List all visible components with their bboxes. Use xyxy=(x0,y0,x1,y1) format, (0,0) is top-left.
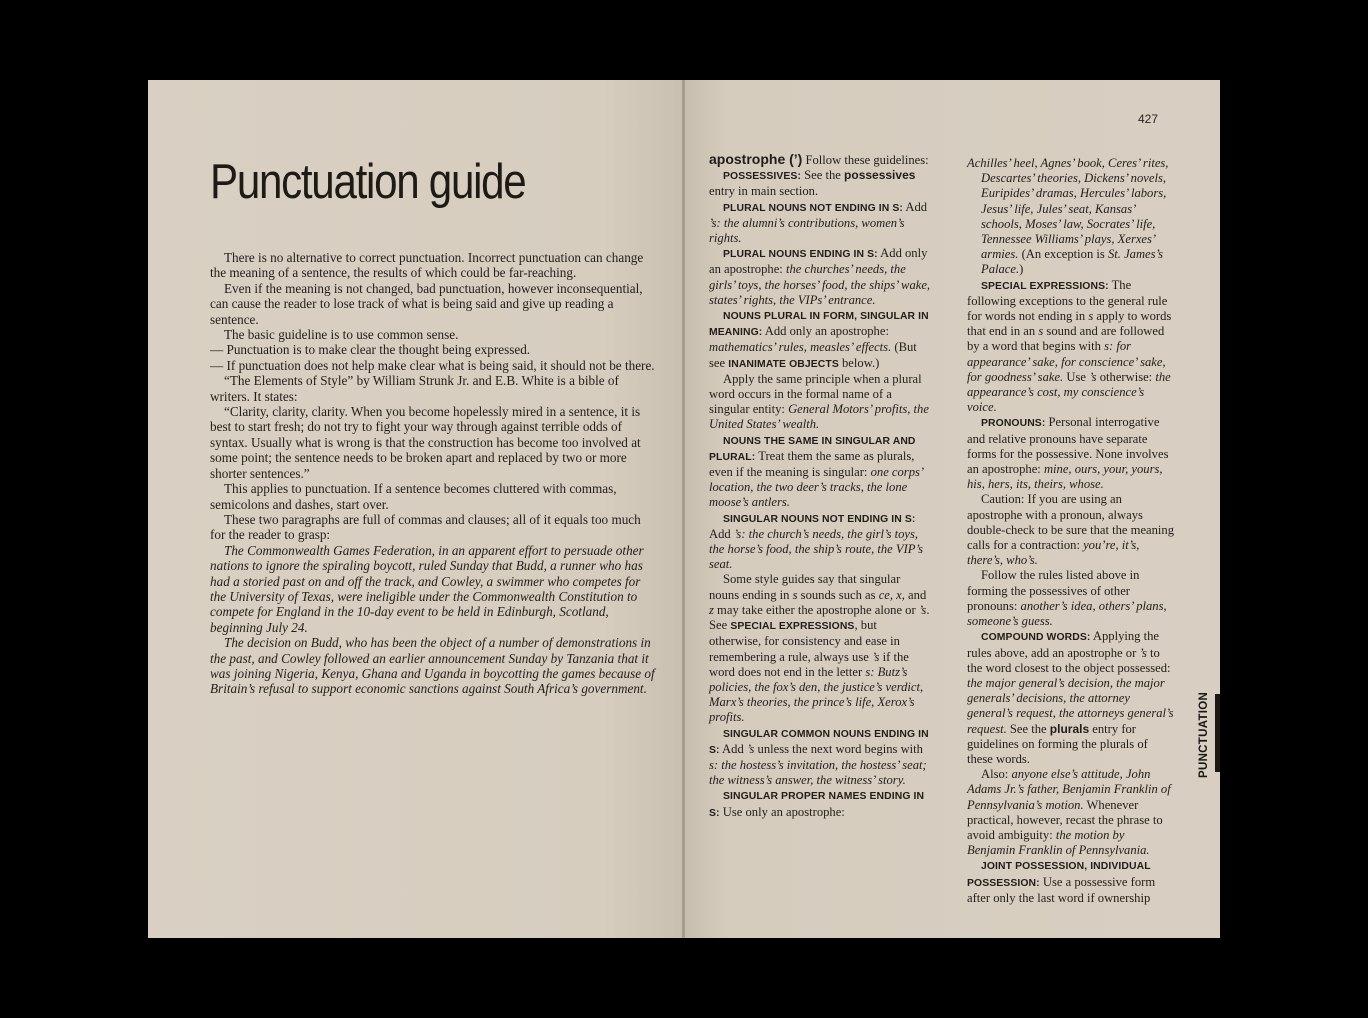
intro-paragraph: The Commonwealth Games Federation, in an apparent effort to persuade other nations to ignore the spiraling boycott, ruled Sunday that Budd, a runner who has had a storied past on and off the track, and Cowley, a swimmer who competes for the University of Texas, were ineligible under the Commonwealth Constitution to compete for England in the 10-day event to be held in Edinburgh, Scotland, beginning July 24. xyxy=(210,542,644,635)
entry-paragraph: apostrophe (’) Follow these guidelines: xyxy=(709,151,929,167)
intro-paragraph: — Punctuation is to make clear the thought being expressed. xyxy=(210,342,658,357)
entry-paragraph: Apply the same principle when a plural word occurs in the formal name of a singular entity: General Motors’ profits, the United States’ wealth. xyxy=(709,371,929,432)
intro-text xyxy=(210,250,658,697)
entry-paragraph: SPECIAL EXPRESSIONS: The following exceptions to the general rule for words not ending in s apply to words that end in an s sound and are followed by a word that begins with s: for appearance’ sake, for conscience’ sake, for goodness’ sake. Use ’s otherwise: the appearance’s cost, my conscience’s voice. xyxy=(967,277,1172,415)
intro-paragraph: “Clarity, clarity, clarity. When you become hopelessly mired in a sentence, it is best to start fresh; do not try to fight your way through against terrible odds of syntax. Usually what is wrong is that the construction has become too involved at some point; the sentence needs to be broken apart and replaced by two or more shorter sentences.” xyxy=(210,404,641,481)
intro-paragraph: This applies to punctuation. If a sentence becomes cluttered with commas, semicolons and dashes, start over. xyxy=(210,481,617,512)
entry-paragraph: SINGULAR COMMON NOUNS ENDING IN S: Add ’s unless the next word begins with s: the hostess’s invitation, the hostess’ seat; the witness’s answer, the witness’ story. xyxy=(709,728,929,788)
entry-paragraph: SINGULAR NOUNS NOT ENDING IN S: Add ’s: the church’s needs, the girl’s toys, the horse’s food, the ship’s route, the VIP’s seat. xyxy=(709,513,923,572)
entry-paragraph: JOINT POSSESSION, INDIVIDUAL POSSESSION: Use a possessive form after only the last word if ownership xyxy=(967,861,1156,905)
intro-paragraph: These two paragraphs are full of commas and clauses; all of it equals too much for the reader to grasp: xyxy=(210,511,641,543)
entry-paragraph: Follow the rules listed above in forming the possessives of other pronouns: another’s idea, others’ plans, someone’s guess. xyxy=(967,568,1167,629)
entry-paragraph: Achilles’ heel, Agnes’ book, Ceres’ rites, Descartes’ theories, Dickens’ novels, Euripides’ dramas, Hercules’ labors, Jesus’ life, Jules’ seat, Kansas’ schools, Moses’ law, Socrates’ life, Tennessee Williams’ plays, Xerxes’ armies. (An exception is St. James’s Palace.) xyxy=(967,156,1169,277)
book-gutter xyxy=(682,80,685,938)
intro-paragraph: — If punctuation does not help make clear what is being said, it should not be there. xyxy=(210,358,658,373)
entry-paragraph: NOUNS THE SAME IN SINGULAR AND PLURAL: Treat them the same as plurals, even if the meaning is singular: one corps’ location, the two deer’s tracks, the lone moose’s antlers. xyxy=(709,435,923,510)
entry-paragraph: Caution: If you are using an apostrophe with a pronoun, always double-check to be sure that the meaning calls for a contraction: you’re, it’s, there’s, who’s. xyxy=(967,492,1175,568)
page-number: 427 xyxy=(1138,112,1159,126)
entry-column-2 xyxy=(967,156,1175,906)
entry-paragraph: Some style guides say that singular nouns ending in s sounds such as ce, x, and z may take either the apostrophe alone or ’s. See SPECIAL EXPRESSIONS, but otherwise, for consistency and ease in remembering a rule, always use ’s if the word does not end in the letter s: Butz’s policies, the fox’s den, the justice’s verdict, Marx’s theories, the prince’s life, Xerox’s profits. xyxy=(709,572,930,725)
entry-column-1 xyxy=(709,152,931,821)
intro-paragraph: Even if the meaning is not changed, bad punctuation, however inconsequential, can cause the reader to lose track of what is being said and give up reading a sentence. xyxy=(210,280,643,327)
entry-paragraph: NOUNS PLURAL IN FORM, SINGULAR IN MEANING: Add only an apostrophe: mathematics’ rules, measles’ effects. (But see INANIMATE OBJECTS below.) xyxy=(709,311,929,370)
intro-paragraph: The decision on Budd, who has been the object of a number of demonstrations in the past, and Cowley followed an earlier announcement Sunday by Tanzania that it was joining Nigeria, Kenya, Ghana and Uganda in boycotting the games because of Britain’s refusal to support economic sanctions against South Africa’s government. xyxy=(210,635,655,697)
entry-paragraph: PLURAL NOUNS NOT ENDING IN S: Add ’s: the alumni’s contributions, women’s rights. xyxy=(709,199,928,246)
entry-paragraph: SINGULAR PROPER NAMES ENDING IN S: Use only an apostrophe: xyxy=(709,791,925,819)
intro-paragraph: “The Elements of Style” by William Strunk Jr. and E.B. White is a bible of writers. It states: xyxy=(210,373,619,404)
page-title: Punctuation guide xyxy=(210,155,526,209)
entry-paragraph: PLURAL NOUNS ENDING IN S: Add only an apostrophe: the churches’ needs, the girls’ toys, the horses’ food, the ships’ wake, states’ rights, the VIPs’ entrance. xyxy=(709,246,931,307)
entry-paragraph: COMPOUND WORDS: Applying the rules above, add an apostrophe or ’s to the word closest to the object possessed: the major general’s decision, the major generals’ decisions, the attorney general’s request, the attorneys general’s request. See the plurals entry for guidelines on forming the plurals of these words. xyxy=(967,629,1174,766)
entry-paragraph: PRONOUNS: Personal interrogative and relative pronouns have separate forms for the possessive. None involves an apostrophe: mine, ours, your, yours, his, hers, its, theirs, whose. xyxy=(967,415,1169,492)
intro-paragraph: There is no alternative to correct punctuation. Incorrect punctuation can change the meaning of a sentence, the results of which could be far-reaching. xyxy=(210,250,644,281)
entry-paragraph: POSSESSIVES: See the possessives entry in main section. xyxy=(709,168,916,199)
intro-paragraph: The basic guideline is to use common sense. xyxy=(224,327,459,343)
entry-paragraph: Also: anyone else’s attitude, John Adams Jr.’s father, Benjamin Franklin of Pennsylvania’s motion. Whenever practical, however, recast the phrase to avoid ambiguity: the motion by Benjamin Franklin of Pennsylvania. xyxy=(967,767,1171,858)
side-tab-bar xyxy=(1215,694,1220,772)
side-tab-label: PUNCTUATION xyxy=(1198,691,1210,778)
